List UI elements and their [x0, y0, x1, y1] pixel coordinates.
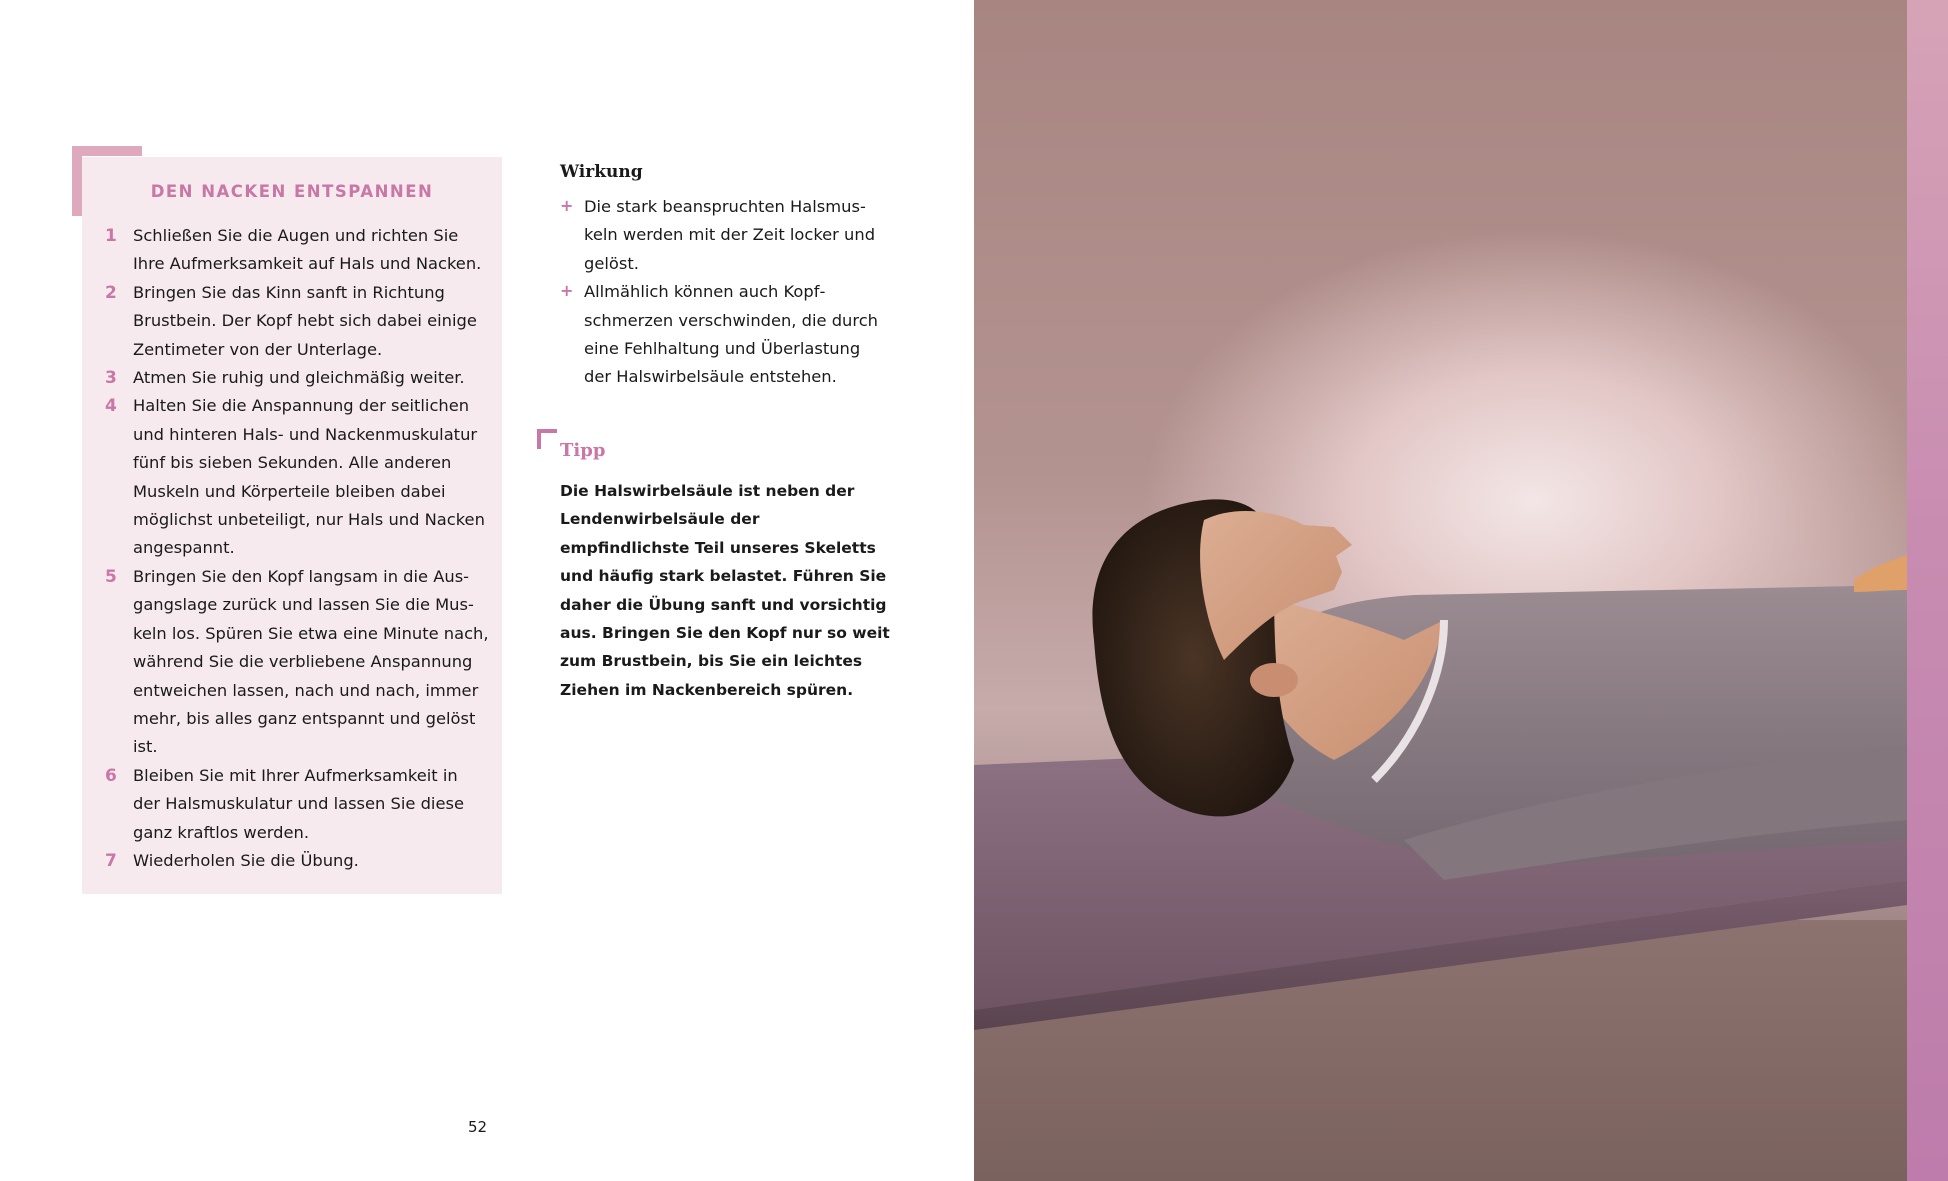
step-number: 3 — [105, 368, 117, 389]
page-number: 52 — [468, 1118, 488, 1136]
effect-item — [560, 278, 890, 392]
step-text: Bringen Sie den Kopf langsam in die Ausgangslage zurück und lassen Sie die Muskeln los. Spüren Sie etwa eine Minute nach, während Sie die verbliebene Anspannung entweichen lassen, nach und nach, immer mehr, bis alles ganz entspannt und gelöst ist. — [133, 566, 489, 757]
effect-text: Die stark beanspruchten Halsmuskeln werden mit der Zeit locker und gelöst. — [584, 197, 876, 273]
step-number: 5 — [105, 566, 117, 587]
step-number: 2 — [105, 282, 117, 303]
tip-heading: Tipp — [560, 440, 606, 461]
photo-woman-lying-on-mat — [974, 0, 1907, 1181]
effect-text: Allmählich können auch Kopfschmerzen verschwinden, die durch eine Fehlhaltung und Überlastung der Halswirbelsäule entstehen. — [584, 282, 878, 387]
exercise-steps — [103, 222, 489, 875]
step-number: 6 — [105, 765, 117, 786]
exercise-title: DEN NACKEN ENTSPANNEN — [150, 182, 434, 201]
plus-icon: + — [560, 281, 574, 301]
step-item — [103, 279, 489, 364]
tip-corner-decoration — [537, 429, 557, 449]
step-text: Halten Sie die Anspannung der seitlichen und hinteren Hals- und Nackenmuskulatur fünf bis sieben Sekunden. Alle anderen Muskeln und Körperteile bleiben dabei möglichst unbeteiligt, nur Hals und Nacken angespannt. — [133, 396, 485, 558]
step-text: Schließen Sie die Augen und richten Sie Ihre Aufmerksamkeit auf Hals und Nacken. — [133, 226, 482, 274]
step-number: 7 — [105, 850, 117, 871]
plus-icon: + — [560, 196, 574, 215]
step-number: 1 — [105, 226, 117, 246]
step-item — [103, 222, 489, 279]
step-text: Wiederholen Sie die Übung. — [133, 850, 359, 870]
step-item — [103, 847, 489, 875]
step-text: Bleiben Sie mit Ihrer Aufmerksamkeit in der Halsmuskulatur und lassen Sie diese ganz kraftlos werden. — [133, 765, 464, 842]
step-item — [103, 762, 489, 847]
corner-bracket-decoration — [72, 146, 142, 216]
page-edge-band — [1907, 0, 1948, 1181]
effect-item — [560, 193, 890, 278]
step-number: 4 — [105, 396, 117, 417]
step-item — [103, 392, 489, 562]
step-text: Atmen Sie ruhig und gleichmäßig weiter. — [133, 368, 465, 388]
effect-list — [560, 193, 890, 392]
photo-illustration — [974, 0, 1907, 1181]
step-item — [103, 364, 489, 392]
step-item — [103, 563, 489, 762]
step-text: Bringen Sie das Kinn sanft in Richtung Brustbein. Der Kopf hebt sich dabei einige Zentimeter von der Unterlage. — [133, 282, 477, 359]
tip-text: Die Halswirbelsäule ist neben der Lendenwirbelsäule der empfindlichste Teil unseres Skeletts und häufig stark belastet. Führen Sie daher die Übung sanft und vorsichtig aus. Bringen Sie den Kopf nur so weit zum Brustbein, bis Sie ein leichtes Ziehen im Nackenbereich spüren. — [560, 482, 890, 699]
effect-heading: Wirkung — [560, 162, 643, 182]
